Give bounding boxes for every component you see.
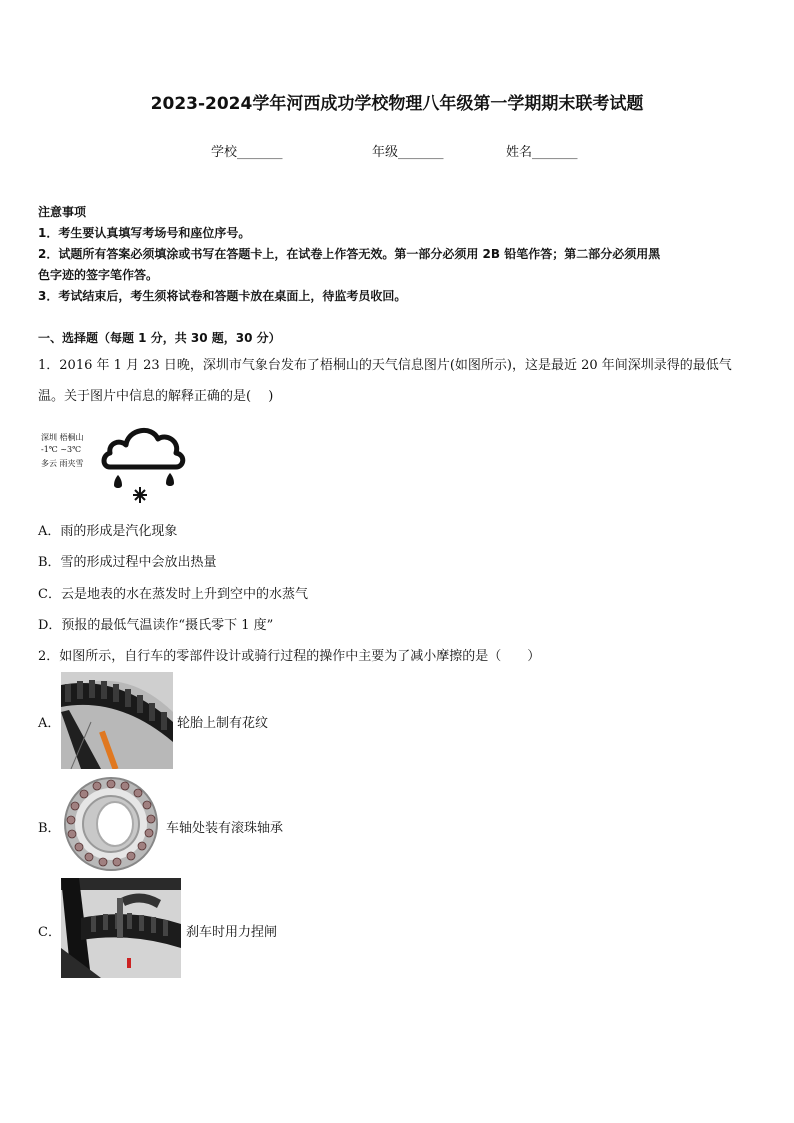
weather-text-location: 深圳 梧桐山 [41,433,84,442]
q1-weather-figure [38,405,188,505]
name-field: 姓名_______ [506,145,578,160]
q2-option-c-caption: 刹车时用力捏闸 [186,925,278,940]
q1-option-a: A．雨的形成是汽化现象 [38,524,178,539]
brake-image [61,878,181,978]
q1-option-c: C．云是地表的水在蒸发时上升到空中的水蒸气 [38,587,308,602]
page-title: 2023-2024学年河西成功学校物理八年级第一学期期末联考试题 [150,94,644,114]
notice-item-1: 1．考生要认真填写考场号和座位序号。 [38,226,251,240]
weather-text-temp: -1℃ ~3℃ [41,445,82,454]
weather-text-condition: 多云 雨夹雪 [41,459,84,468]
tire-tread-image [61,672,173,769]
notice-item-3: 3．考试结束后，考生须将试卷和答题卡放在桌面上，待监考员收回。 [38,289,407,303]
q1-stem-line2: 温。关于图片中信息的解释正确的是( ) [38,389,274,404]
section-heading: 一、选择题（每题 1 分，共 30 题，30 分） [38,331,281,345]
q2-option-a-letter: A． [38,716,61,731]
grade-field: 年级_______ [372,145,444,160]
notice-heading: 注意事项 [38,205,87,219]
ball-bearing-image [61,774,161,874]
q1-option-b: B．雪的形成过程中会放出热量 [38,555,217,570]
notice-item-2: 2．试题所有答案必须填涂或书写在答题卡上，在试卷上作答无效。第一部分必须用 2B 铅笔作答；第二部分必须用黑 [38,247,661,261]
notice-item-2-cont: 色字迹的签字笔作答。 [38,268,159,282]
q2-option-b-letter: B． [38,821,61,836]
q1-option-d: D．预报的最低气温读作“摄氏零下 1 度” [38,618,274,633]
q2-option-c-letter: C． [38,925,61,940]
q2-option-b-caption: 车轴处装有滚珠轴承 [166,821,284,836]
q2-stem: 2．如图所示，自行车的零部件设计或骑行过程的操作中主要为了减小摩擦的是（ ） [38,649,541,664]
q2-option-a-caption: 轮胎上制有花纹 [177,716,269,731]
school-field: 学校_______ [211,145,283,160]
q1-stem-line1: 1．2016 年 1 月 23 日晚，深圳市气象台发布了梧桐山的天气信息图片(如图所示)，这是最近 20 年间深圳录得的最低气 [38,358,732,373]
cloud-rain-snow-icon [100,415,188,505]
